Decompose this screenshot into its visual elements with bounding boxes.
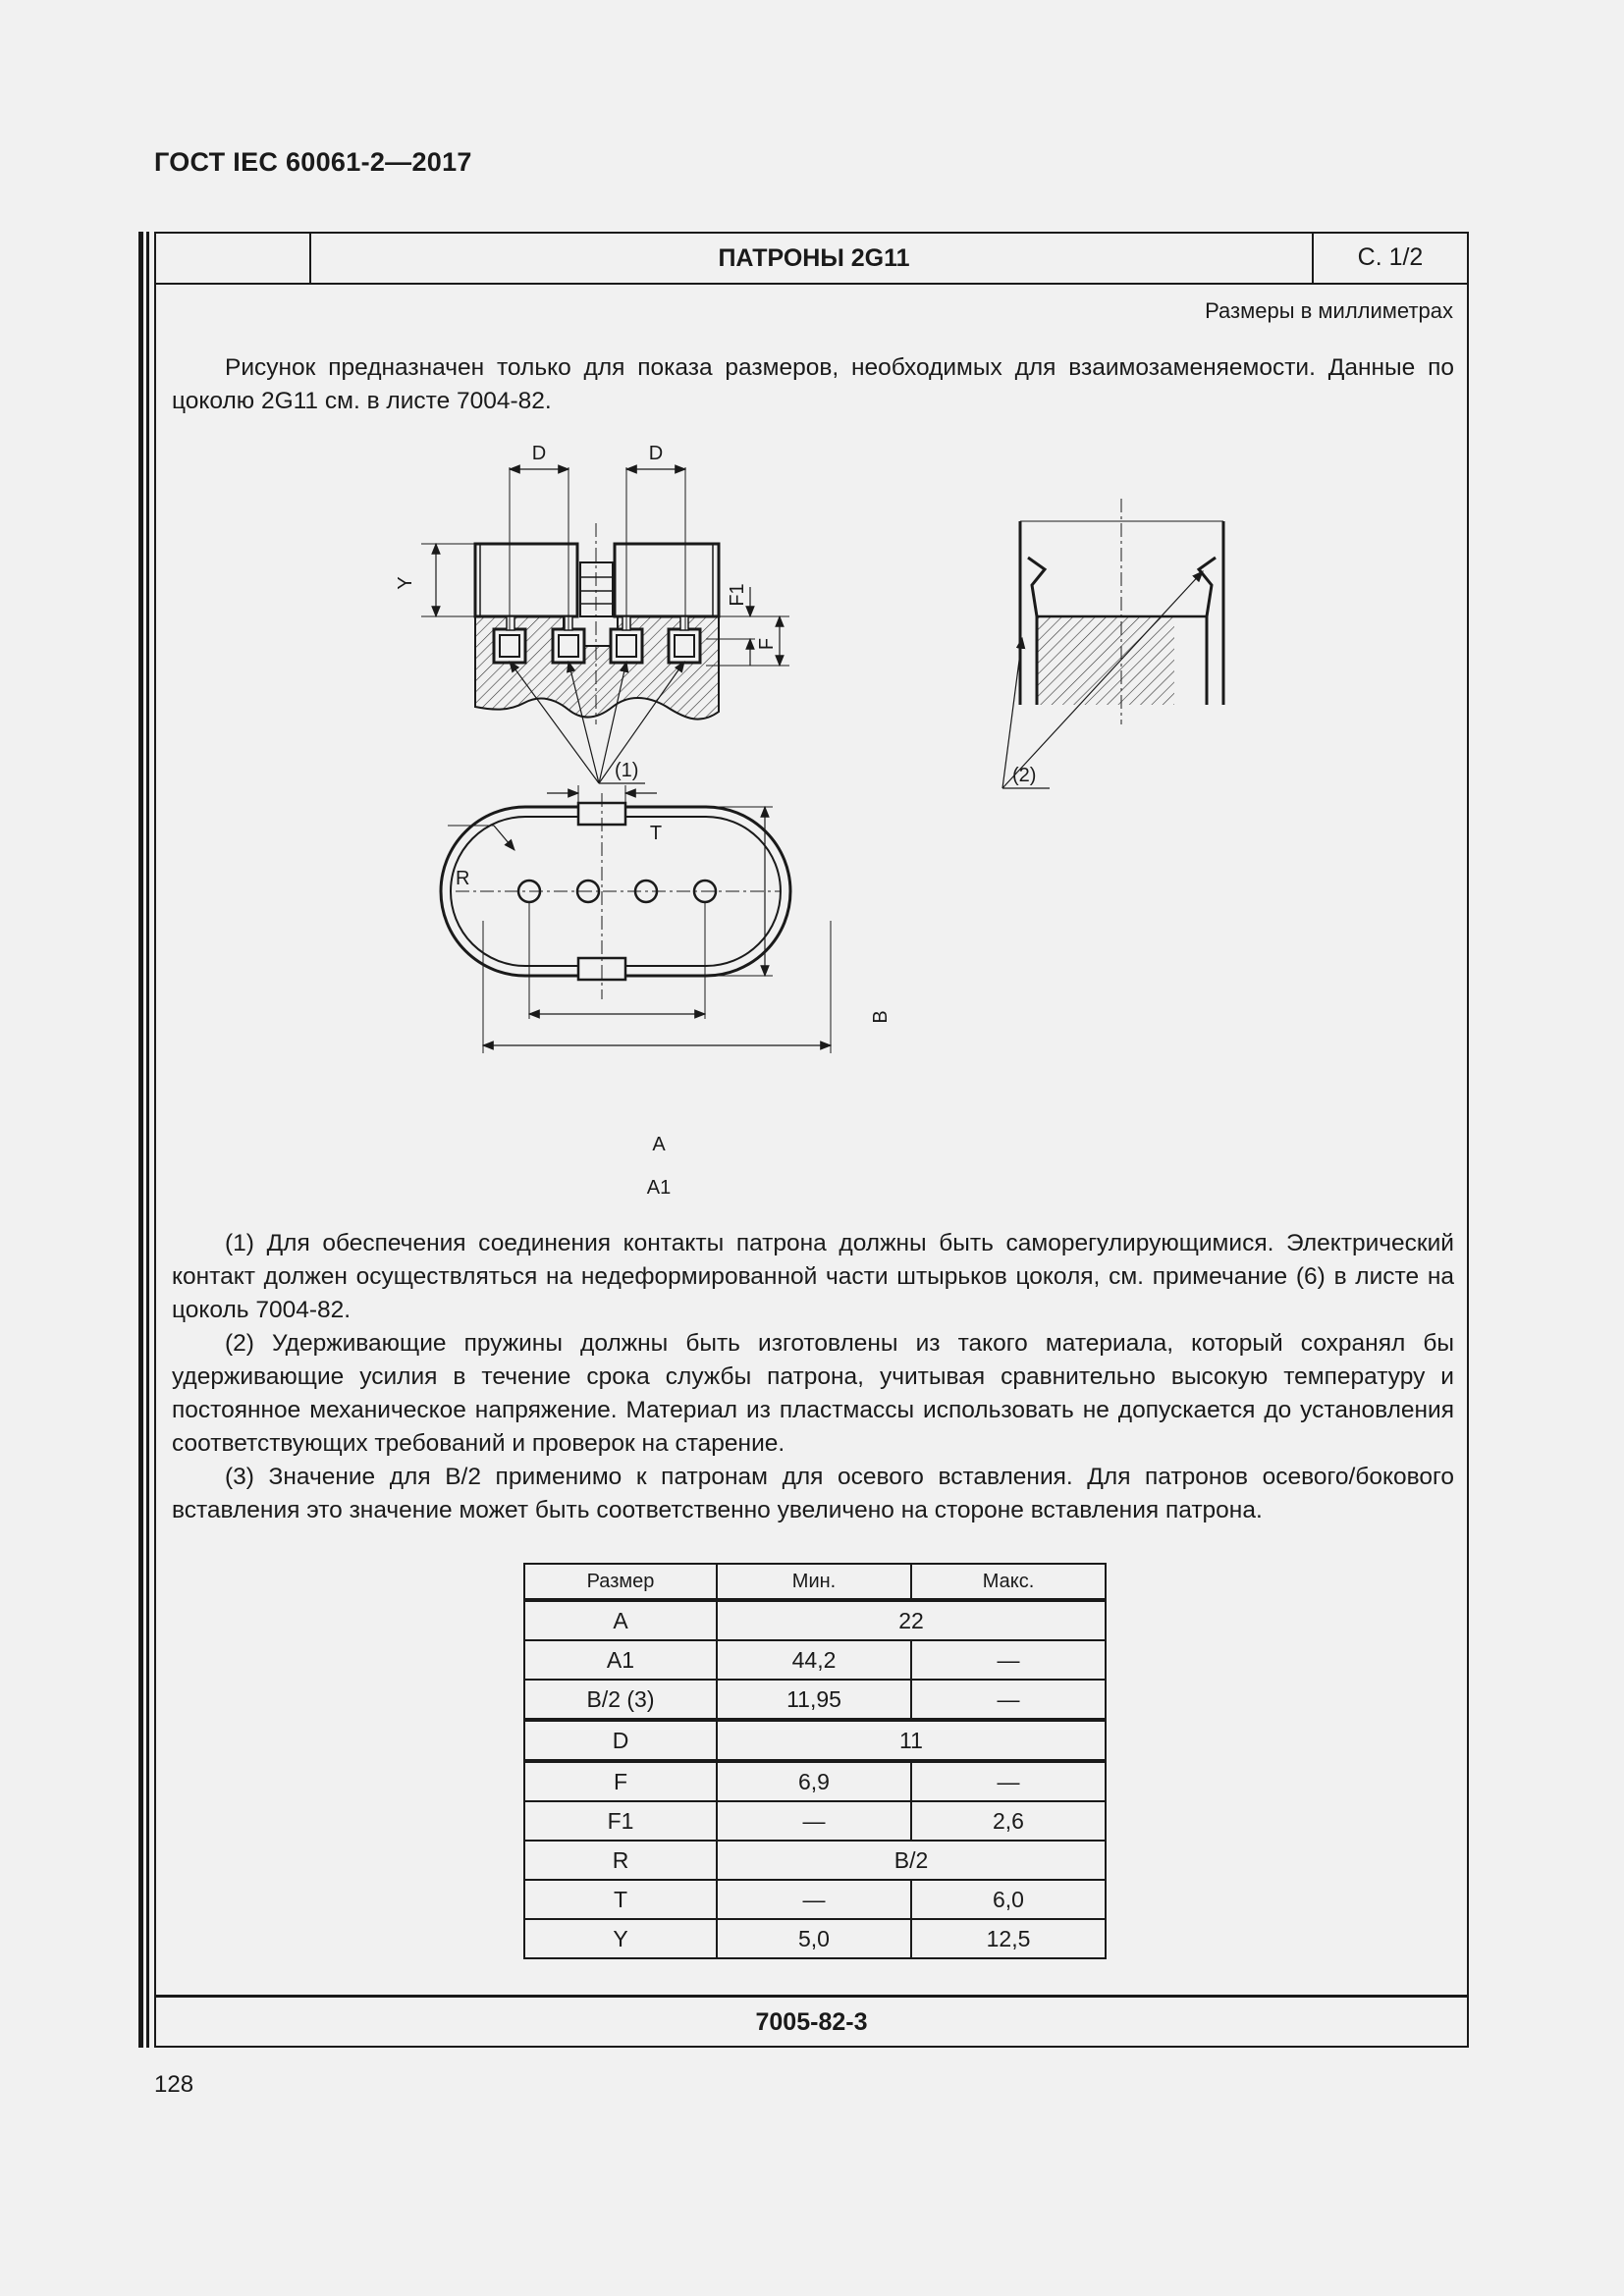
cell-dim: T	[524, 1880, 717, 1919]
table-row	[524, 1919, 1106, 1958]
sheet-frame	[154, 232, 1469, 2048]
label-a1: A1	[646, 1177, 672, 1199]
cell-min: —	[717, 1801, 911, 1841]
label-note-1: (1)	[615, 760, 639, 781]
table-row	[524, 1640, 1106, 1680]
cell-dim: B/2 (3)	[524, 1680, 717, 1720]
right-retaining-spring	[1199, 558, 1216, 705]
intro-text: Рисунок предназначен только для показа размеров, необходимых для взаимозаменяемости. Данные по цоколю 2G11 см. в листе 7004-82.	[172, 354, 1454, 414]
cell-dim: F1	[524, 1801, 717, 1841]
top-view	[441, 785, 831, 1053]
cell-dim: F	[524, 1761, 717, 1801]
cell-min: 44,2	[717, 1640, 911, 1680]
dimensions-table	[523, 1563, 1107, 1959]
cell-max: —	[911, 1761, 1106, 1801]
cell-min: 6,9	[717, 1761, 911, 1801]
table-header-row	[524, 1564, 1106, 1600]
label-note-2: (2)	[1012, 765, 1037, 786]
label-f1: F1	[727, 583, 748, 607]
cell-max: —	[911, 1680, 1106, 1720]
front-section-view	[421, 467, 789, 783]
table-row	[524, 1761, 1106, 1801]
label-d-right: D	[648, 443, 664, 464]
note-3: (3) Значение для B/2 применимо к патронам для осевого вставления. Для патронов осевого/бокового вставления это значение может быть соответственно увеличено на стороне вставления патрона.	[172, 1464, 1454, 1523]
table-row	[524, 1720, 1106, 1761]
label-d-left: D	[531, 443, 547, 464]
cell-dim: A1	[524, 1640, 717, 1680]
table-row	[524, 1600, 1106, 1640]
table-row	[524, 1801, 1106, 1841]
header-dimension: Размер	[524, 1564, 717, 1600]
cell-max: 2,6	[911, 1801, 1106, 1841]
table-row	[524, 1880, 1106, 1919]
cell-dim: D	[524, 1720, 717, 1761]
cell-max: 6,0	[911, 1880, 1106, 1919]
side-section-view	[1002, 499, 1223, 788]
cell-min: 11,95	[717, 1680, 911, 1720]
note-2: (2) Удерживающие пружины должны быть изготовлены из такого материала, который сохранял бы удерживающие усилия в течение срока службы патрона, учитывая сравнительно высокую температуру и постоянное механическое напряжение. Материал из пластмассы использовать не допускается до установления соответствующих требований и проверок на старение.	[172, 1330, 1454, 1457]
cell-min: 5,0	[717, 1919, 911, 1958]
table-row	[524, 1841, 1106, 1880]
document-header: ГОСТ IEC 60061-2—2017	[154, 147, 472, 177]
sheet-title: ПАТРОНЫ 2G11	[718, 244, 910, 272]
note-1: (1) Для обеспечения соединения контакты патрона должны быть саморегулирующимися. Электрический контакт должен осуществляться на недеформированной части штырьков цоколя, см. примечание (6) в листе на цоколь 7004-82.	[172, 1230, 1454, 1323]
dimensions-note: Размеры в миллиметрах	[1205, 298, 1453, 323]
left-housing	[475, 544, 577, 616]
page-number: 128	[154, 2071, 194, 2098]
table-row	[524, 1680, 1106, 1720]
cell-value: 22	[717, 1600, 1106, 1640]
top-view-labels	[456, 823, 892, 1199]
sheet-page-label: С. 1/2	[1312, 234, 1467, 283]
label-y: Y	[395, 576, 416, 590]
header-max: Макс.	[911, 1564, 1106, 1600]
cell-max: —	[911, 1640, 1106, 1680]
cell-value: 11	[717, 1720, 1106, 1761]
cell-dim: R	[524, 1841, 717, 1880]
cell-min: —	[717, 1880, 911, 1919]
label-r: R	[456, 868, 470, 889]
header-min: Мин.	[717, 1564, 911, 1600]
cell-dim: A	[524, 1600, 717, 1640]
right-housing	[615, 544, 719, 616]
technical-drawing	[156, 234, 1467, 1215]
cell-dim: Y	[524, 1919, 717, 1958]
label-f: F	[756, 637, 778, 651]
cell-max: 12,5	[911, 1919, 1106, 1958]
notes	[172, 1227, 1454, 1527]
binding-bar-inner	[146, 232, 149, 2048]
label-b: B	[870, 1010, 892, 1024]
binding-bar-outer	[138, 232, 143, 2048]
label-t: T	[649, 823, 663, 844]
sheet-code: 7005-82-3	[156, 1995, 1467, 2046]
cell-value: B/2	[717, 1841, 1106, 1880]
label-a: A	[652, 1134, 666, 1155]
side-body-hatch	[1037, 616, 1174, 705]
